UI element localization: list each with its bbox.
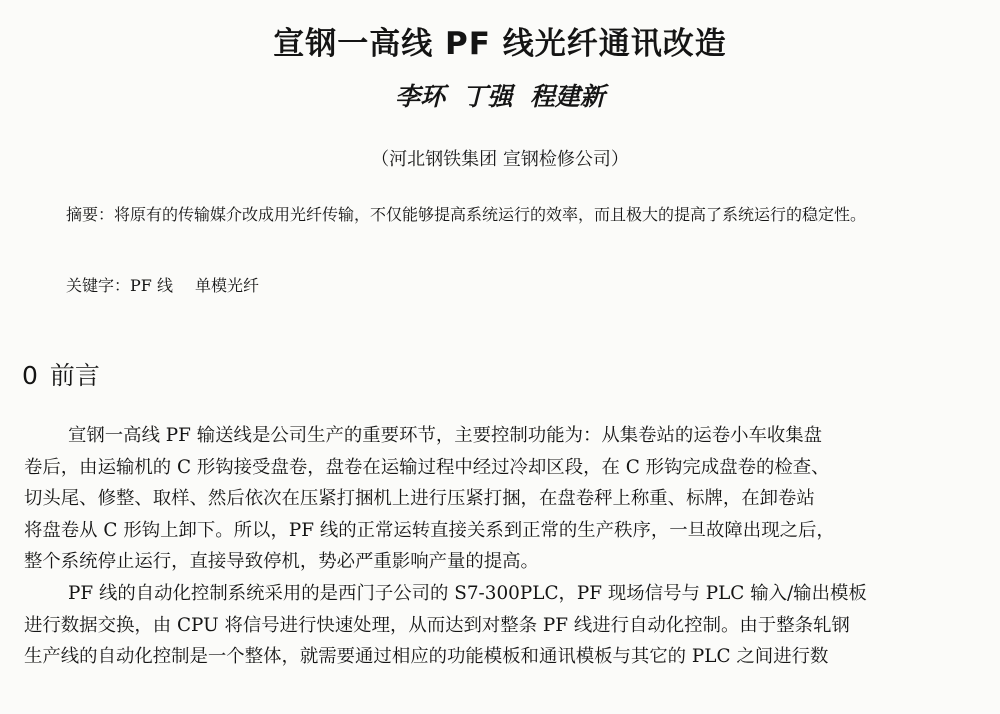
body-line: 生产线的自动化控制是一个整体，就需要通过相应的功能模板和通讯模板与其它的 PLC 之间进行数 bbox=[24, 646, 829, 668]
body-line: 将盘卷从 C 形钩上卸下。所以，PF 线的正常运转直接关系到正常的生产秩序，一旦故障出现之后， bbox=[24, 519, 835, 541]
section-number: 0 bbox=[22, 361, 38, 390]
keyword-item: PF 线 bbox=[130, 276, 173, 295]
abstract: 摘要：将原有的传输媒介改成用光纤传输，不仅能够提高系统运行的效率，而且极大的提高了系统运行的稳定性。 bbox=[66, 205, 867, 224]
affiliation: （河北钢铁集团 宣钢检修公司） bbox=[371, 149, 629, 170]
body-line: 整个系统停止运行，直接导致停机，势必严重影响产量的提高。 bbox=[24, 551, 539, 573]
body-line: 进行数据交换，由 CPU 将信号进行快速处理，从而达到对整条 PF 线进行自动化控制。由于整条轧钢 bbox=[24, 614, 850, 636]
author-list: 李环 丁强 程建新 bbox=[395, 82, 605, 111]
body-line: 宣钢一高线 PF 输送线是公司生产的重要环节，主要控制功能为：从集卷站的运卷小车收集盘 bbox=[68, 425, 823, 446]
body-line: 切头尾、修整、取样、然后依次在压紧打捆机上进行压紧打捆，在盘卷秤上称重、标牌，在卸卷站 bbox=[24, 488, 815, 510]
body-line: 卷后，由运输机的 C 形钩接受盘卷，盘卷在运输过程中经过冷却区段，在 C 形钩完成盘卷的检查、 bbox=[24, 456, 830, 478]
body-line: PF 线的自动化控制系统采用的是西门子公司的 S7-300PLC，PF 现场信号与 PLC 输入/输出模板 bbox=[68, 582, 867, 604]
section-heading bbox=[22, 358, 100, 394]
keywords bbox=[66, 272, 978, 300]
body-text bbox=[24, 420, 980, 673]
paper-title: 宣钢一高线 PF 线光纤通讯改造 bbox=[273, 25, 727, 62]
keywords-label: 关键字： bbox=[66, 276, 131, 295]
section-title: 前言 bbox=[49, 361, 100, 390]
keyword-item: 单模光纤 bbox=[194, 276, 259, 295]
